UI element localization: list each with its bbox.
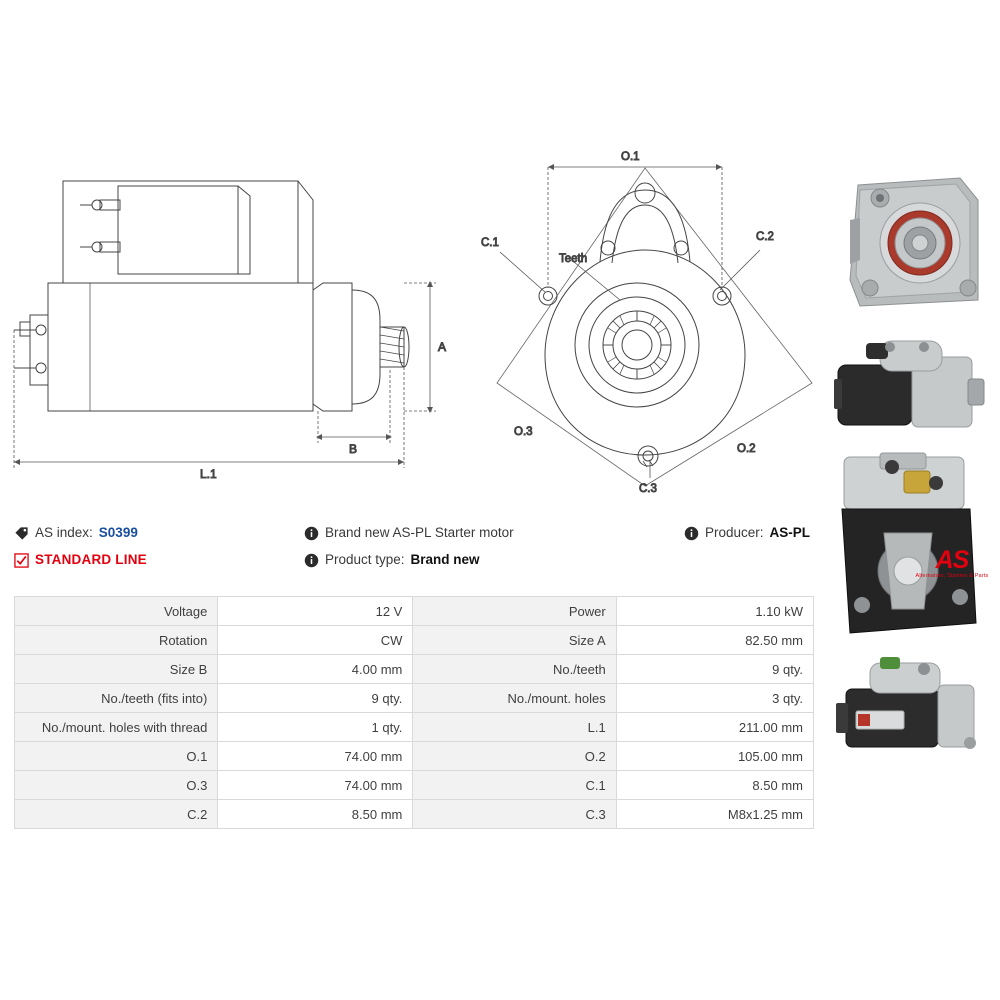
- standard-line-label: STANDARD LINE: [35, 552, 147, 567]
- specs-body: [15, 597, 814, 829]
- brand-new-note: [304, 524, 684, 542]
- spec-value: 9 qty.: [218, 684, 413, 713]
- label-C2: C.2: [756, 231, 774, 243]
- spec-key: No./mount. holes: [413, 684, 616, 713]
- spec-value: 1 qty.: [218, 713, 413, 742]
- dimension-B: [316, 370, 392, 443]
- producer-value: AS-PL: [769, 525, 811, 540]
- info-icon: [304, 526, 319, 541]
- logo-text: AS: [935, 546, 969, 574]
- info-icon: [684, 526, 699, 541]
- product-info-strip: [14, 524, 814, 578]
- table-row: [15, 742, 814, 771]
- label-O1: O.1: [621, 151, 640, 163]
- spec-key: Rotation: [15, 626, 218, 655]
- checkbox-icon: [14, 553, 29, 568]
- info-icon: [304, 553, 319, 568]
- spec-value: 1.10 kW: [616, 597, 813, 626]
- label-O3: O.3: [514, 426, 533, 438]
- spec-value: CW: [218, 626, 413, 655]
- specifications-table: [14, 596, 814, 829]
- spec-value: 211.00 mm: [616, 713, 813, 742]
- table-row: [15, 597, 814, 626]
- spec-key: No./teeth: [413, 655, 616, 684]
- spec-key: Size A: [413, 626, 616, 655]
- product-photo-column: [820, 160, 995, 769]
- product-photo-rear: [820, 447, 995, 647]
- product-type-label: Product type:: [325, 552, 405, 567]
- as-index: [14, 524, 304, 542]
- spec-key: O.2: [413, 742, 616, 771]
- logo-subtitle: Alternators, Starters & Parts: [915, 573, 989, 579]
- product-photo-profile: [820, 649, 995, 767]
- spec-key: C.3: [413, 800, 616, 829]
- spec-value: 105.00 mm: [616, 742, 813, 771]
- spec-key: Power: [413, 597, 616, 626]
- spec-value: 8.50 mm: [616, 771, 813, 800]
- technical-drawings: [0, 0, 820, 510]
- spec-value: 74.00 mm: [218, 742, 413, 771]
- producer-label: Producer:: [705, 525, 764, 540]
- info-row-1: [14, 524, 814, 542]
- front-view-drawing: [497, 168, 812, 486]
- product-type-value: Brand new: [410, 552, 480, 567]
- drawings-svg: [0, 0, 820, 510]
- table-row: [15, 771, 814, 800]
- spec-key: No./mount. holes with thread: [15, 713, 218, 742]
- spec-key: L.1: [413, 713, 616, 742]
- spec-key: O.1: [15, 742, 218, 771]
- dimension-L1: [14, 330, 404, 468]
- product-photo-side: [820, 327, 995, 445]
- label-C3: C.3: [639, 483, 657, 495]
- spec-value: 12 V: [218, 597, 413, 626]
- label-O2: O.2: [737, 443, 756, 455]
- table-row: [15, 713, 814, 742]
- product-type: [304, 551, 684, 569]
- producer: [684, 524, 814, 542]
- spec-value: 3 qty.: [616, 684, 813, 713]
- label-C1: C.1: [481, 237, 499, 249]
- spec-key: C.2: [15, 800, 218, 829]
- front-view-leaders: [500, 250, 760, 478]
- spec-value: 8.50 mm: [218, 800, 413, 829]
- table-row: [15, 626, 814, 655]
- as-index-value[interactable]: S0399: [98, 525, 138, 540]
- spec-value: 74.00 mm: [218, 771, 413, 800]
- table-row: [15, 655, 814, 684]
- spec-value: 82.50 mm: [616, 626, 813, 655]
- spec-key: Size B: [15, 655, 218, 684]
- label-teeth: Teeth: [559, 253, 588, 265]
- spec-value: 9 qty.: [616, 655, 813, 684]
- as-index-label: AS index:: [35, 525, 93, 540]
- product-photo-front: [820, 160, 995, 325]
- spec-key: C.1: [413, 771, 616, 800]
- label-L1: L.1: [200, 467, 217, 481]
- table-row: [15, 800, 814, 829]
- tag-icon: [14, 526, 29, 541]
- brand-new-text: Brand new AS-PL Starter motor: [325, 525, 514, 540]
- standard-line-badge: [14, 551, 304, 569]
- label-size-B: B: [349, 442, 358, 456]
- label-size-A: A: [438, 340, 447, 354]
- info-row-2: [14, 551, 814, 569]
- spec-value: M8x1.25 mm: [616, 800, 813, 829]
- side-view-drawing: [14, 181, 409, 411]
- spec-key: Voltage: [15, 597, 218, 626]
- spec-key: No./teeth (fits into): [15, 684, 218, 713]
- table-row: [15, 684, 814, 713]
- as-pl-logo: [906, 548, 998, 579]
- spec-value: 4.00 mm: [218, 655, 413, 684]
- spec-key: O.3: [15, 771, 218, 800]
